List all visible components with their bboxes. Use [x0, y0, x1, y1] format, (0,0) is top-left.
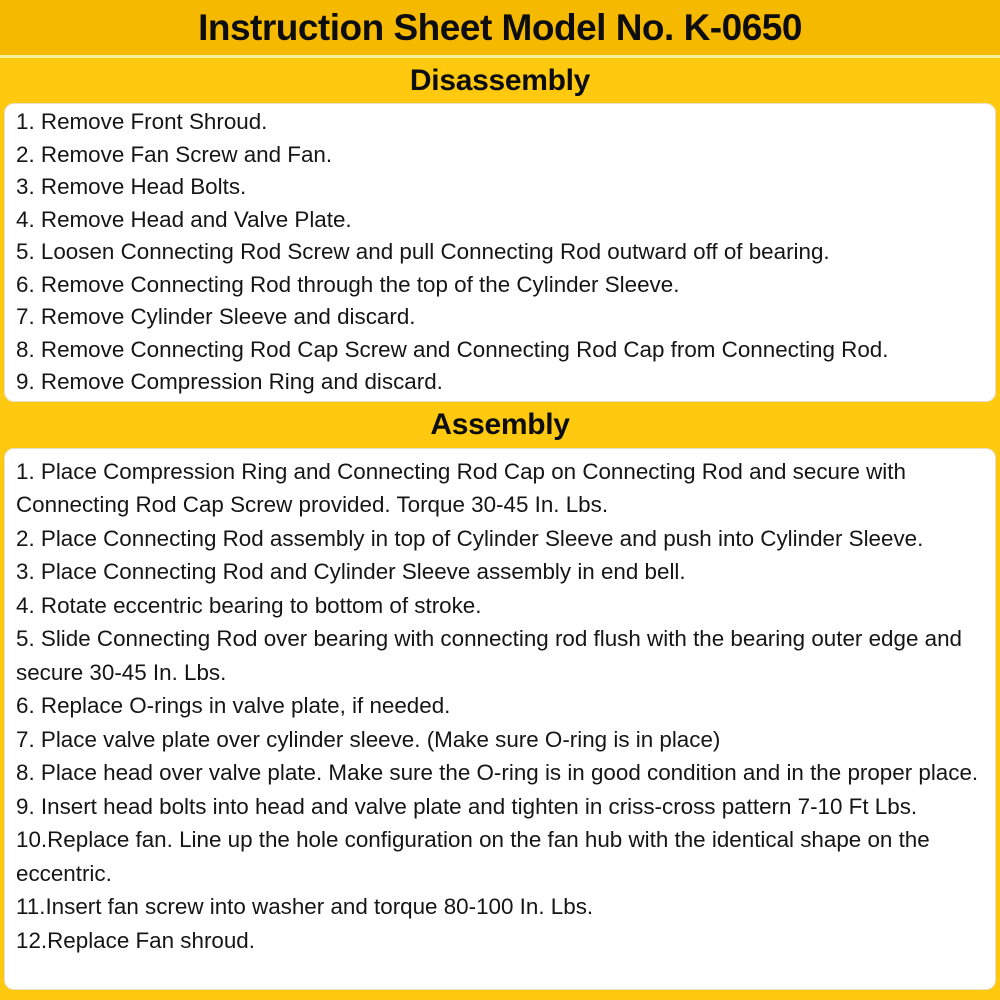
instruction-step: 1. Remove Front Shroud. [16, 109, 268, 134]
instruction-step: 12.Replace Fan shroud. [16, 927, 255, 953]
page-title: Instruction Sheet Model No. K-0650 [198, 6, 802, 48]
section-header-disassembly [0, 58, 1000, 103]
section-assembly [0, 402, 1000, 1000]
instruction-step: 7. Place valve plate over cylinder sleeve. (Make sure O-ring is in place) [16, 726, 721, 752]
instruction-step: 9. Insert head bolts into head and valve plate and tighten in criss-cross pattern 7-10 Ft Lbs. [16, 793, 918, 819]
section-header-assembly [0, 402, 1000, 448]
instruction-step: 1. Place Compression Ring and Connecting Rod Cap on Connecting Rod and secure with Connecting Rod Cap Screw provided. Torque 30-45 In. Lbs. [16, 458, 906, 517]
section-disassembly [0, 58, 1000, 402]
assembly-steps-card [4, 448, 996, 991]
title-bar [0, 0, 1000, 55]
instruction-step: 11.Insert fan screw into washer and torque 80-100 In. Lbs. [16, 894, 594, 919]
instruction-step: 8. Place head over valve plate. Make sure the O-ring is in good condition and in the proper place. [16, 760, 979, 785]
instruction-step: 6. Replace O-rings in valve plate, if needed. [16, 693, 451, 718]
instruction-step: 4. Rotate eccentric bearing to bottom of stroke. [16, 592, 482, 618]
instruction-step: 10.Replace fan. Line up the hole configuration on the fan hub with the identical shape on the eccentric. [16, 827, 930, 886]
instruction-step: 5. Loosen Connecting Rod Screw and pull Connecting Rod outward off of bearing. [16, 239, 830, 264]
instruction-step: 8. Remove Connecting Rod Cap Screw and Connecting Rod Cap from Connecting Rod. [16, 336, 889, 362]
instruction-step: 3. Remove Head Bolts. [16, 174, 247, 199]
disassembly-steps-card [4, 103, 996, 402]
instruction-step: 4. Remove Head and Valve Plate. [16, 206, 352, 232]
instruction-step: 9. Remove Compression Ring and discard. [16, 369, 443, 394]
instruction-step: 5. Slide Connecting Rod over bearing with connecting rod flush with the bearing outer edge and secure 30-45 In. Lbs. [16, 626, 962, 685]
instruction-step: 6. Remove Connecting Rod through the top of the Cylinder Sleeve. [16, 271, 680, 297]
instruction-step: 3. Place Connecting Rod and Cylinder Sleeve assembly in end bell. [16, 559, 686, 584]
assembly-heading: Assembly [430, 407, 570, 441]
instruction-step: 2. Place Connecting Rod assembly in top of Cylinder Sleeve and push into Cylinder Sleeve. [16, 525, 924, 551]
instruction-step: 7. Remove Cylinder Sleeve and discard. [16, 304, 416, 329]
instruction-step: 2. Remove Fan Screw and Fan. [16, 141, 333, 167]
disassembly-heading: Disassembly [409, 63, 591, 97]
